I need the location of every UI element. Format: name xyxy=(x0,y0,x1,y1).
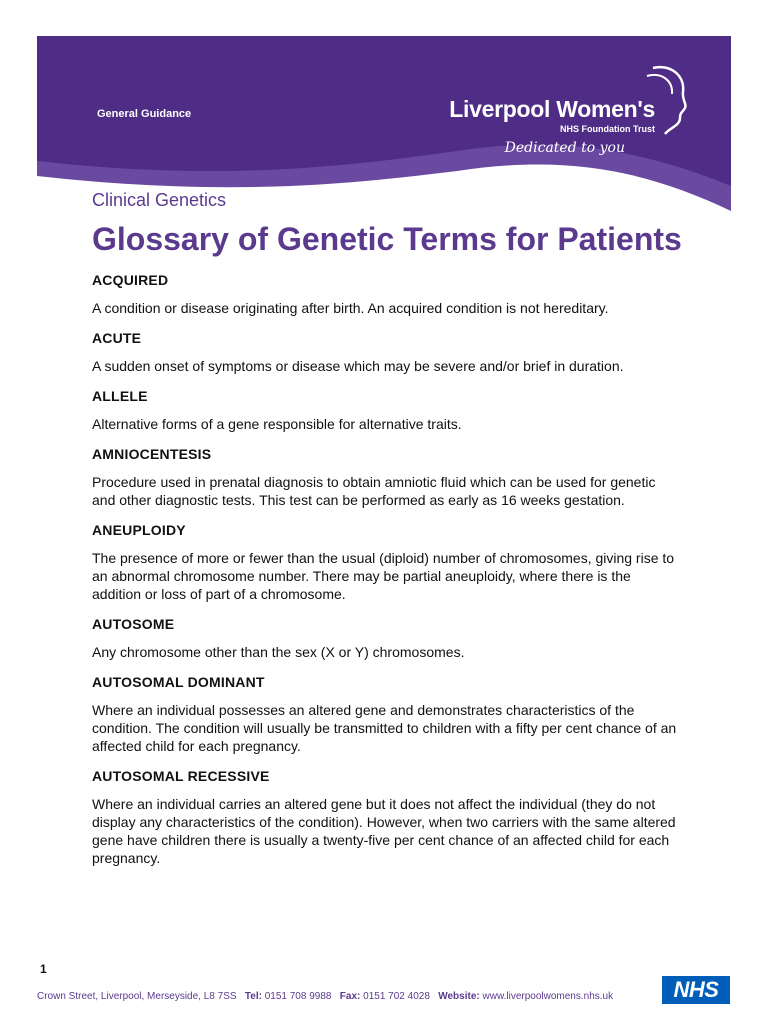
trust-subtitle: NHS Foundation Trust xyxy=(560,124,655,134)
term-heading: AMNIOCENTESIS xyxy=(92,446,212,462)
term-heading: ACQUIRED xyxy=(92,272,169,288)
term-definition: A condition or disease originating after birth. An acquired condition is not hereditary. xyxy=(92,300,609,316)
term-heading: ANEUPLOIDY xyxy=(92,522,186,538)
footer-address: Crown Street, Liverpool, Merseyside, L8 7SS xyxy=(37,991,237,1002)
term-definition: Alternative forms of a gene responsible for alternative traits. xyxy=(92,416,462,432)
term-heading: ALLELE xyxy=(92,388,148,404)
section-title: Clinical Genetics xyxy=(92,190,227,210)
header-banner xyxy=(37,36,731,216)
footer-website-link[interactable]: www.liverpoolwomens.nhs.uk xyxy=(482,991,614,1002)
trust-name: Liverpool Women's xyxy=(449,96,655,122)
term-heading: ACUTE xyxy=(92,330,142,346)
term-heading: AUTOSOMAL DOMINANT xyxy=(92,674,265,690)
term-definition: Where an individual possesses an altered gene and demonstrates characteristics of the condition. The condition will usually be transmitted to children with a fifty per cent chance of an affected child for each pregnancy. xyxy=(92,702,677,754)
nhs-logo: NHS xyxy=(662,976,730,1004)
term-definition: Where an individual carries an altered gene but it does not affect the individual (they do not display any characteristics of the condition). However, when two carriers with the same altered gene have children there is usually a twenty-five per cent chance of an affected child for each pregnancy. xyxy=(92,796,676,866)
term-heading: AUTOSOMAL RECESSIVE xyxy=(92,768,270,784)
trust-tagline: Dedicated to you xyxy=(504,140,625,156)
footer-fax: 0151 702 4028 xyxy=(363,991,430,1002)
footer-fax-label: Fax: xyxy=(339,991,361,1002)
term-definition: Any chromosome other than the sex (X or Y) chromosomes. xyxy=(92,644,465,660)
term-definition: Procedure used in prenatal diagnosis to obtain amniotic fluid which can be used for genetic and other diagnostic tests. This test can be performed as early as 16 weeks gestation. xyxy=(92,474,656,508)
footer-web-label: Website: xyxy=(438,991,480,1002)
document-body xyxy=(92,190,682,880)
footer-tel-label: Tel: xyxy=(244,991,262,1002)
footer-tel: 0151 708 9988 xyxy=(264,991,332,1002)
general-guidance-label: General Guidance xyxy=(97,108,192,120)
page-number: 1 xyxy=(40,962,47,976)
term-definition: The presence of more or fewer than the usual (diploid) number of chromosomes, giving rise to an abnormal chromosome number. There may be partial aneuploidy, where there is the addition or loss of part of a chromosome. xyxy=(92,550,675,602)
term-definition: A sudden onset of symptoms or disease which may be severe and/or brief in duration. xyxy=(92,358,624,374)
document-title: Glossary of Genetic Terms for Patients xyxy=(92,221,682,257)
trust-logo xyxy=(405,62,695,172)
footer-contact xyxy=(37,991,613,1002)
term-heading: AUTOSOME xyxy=(92,616,175,632)
